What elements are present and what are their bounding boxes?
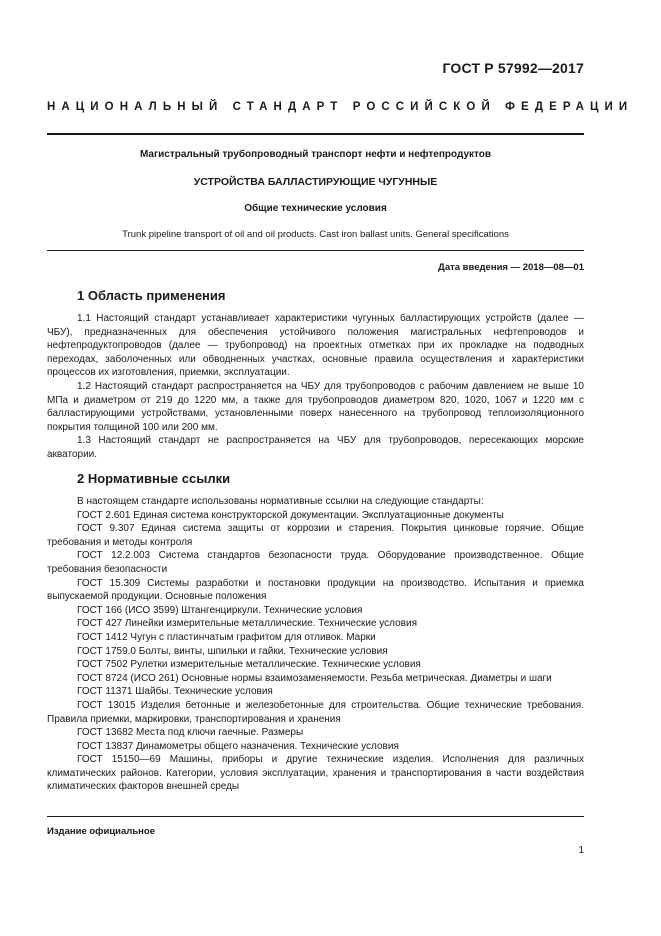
reference-item: ГОСТ 1412 Чугун с пластинчатым графитом для отливок. Марки: [77, 631, 376, 643]
reference-item: ГОСТ 8724 (ИСО 261) Основные нормы взаимозаменяемости. Резьба метрическая. Диаметры и шаги: [77, 672, 552, 684]
paragraph: 1.2 Настоящий стандарт распространяется на ЧБУ для трубопроводов с рабочим давлением не выше 10 МПа и диаметром от 219 до 1220 мм, а также для трубопроводов диаметром 820, 1020, 1067 и 1220 мм с балластирующими устройствами, установленными поверх нанесенного на трубопровод теплоизоляционного покрытия толщиной 100 или 200 мм.: [47, 380, 584, 433]
effective-date: Дата введения — 2018—08—01: [438, 262, 584, 273]
reference-item: ГОСТ 12.2.003 Система стандартов безопасности труда. Оборудование производственное. Общие требования безопасности: [47, 550, 584, 575]
reference-item: ГОСТ 1759.0 Болты, винты, шпильки и гайки. Технические условия: [77, 645, 388, 657]
section-2-heading: 2 Нормативные ссылки: [77, 471, 231, 486]
reference-item: ГОСТ 2.601 Единая система конструкторской документации. Эксплуатационные документы: [77, 509, 504, 521]
reference-item: ГОСТ 15150—69 Машины, приборы и другие технические изделия. Исполнения для различных климатических районов. Категории, условия эксплуатации, хранения и транспортирования в части воздействия климатических факторов внешней среды: [47, 754, 584, 793]
title-line-1: Магистральный трубопроводный транспорт нефти и нефтепродуктов: [139, 149, 492, 160]
title-divider: [47, 250, 584, 251]
header-divider: [47, 133, 584, 135]
reference-item: ГОСТ 166 (ИСО 3599) Штангенциркули. Технические условия: [77, 604, 363, 616]
section-2-body: [47, 495, 584, 794]
national-standard-banner: НАЦИОНАЛЬНЫЙ СТАНДАРТ РОССИЙСКОЙ ФЕДЕРАЦИИ: [47, 101, 634, 113]
footer-divider: [47, 816, 584, 817]
paragraph: 1.1 Настоящий стандарт устанавливает характеристики чугунных балластирующих устройств (далее — ЧБУ), предназначенных для обеспечения устойчивого положения магистральных нефтепроводов и нефтепродуктопроводов (далее — трубопровод) на проектных отметках при их прокладке на подводных переходах, заболоченных или обводненных участках, основные правила осуществления и характеристики процессов их изготовления, приемки, эксплуатации.: [47, 313, 584, 379]
paragraph: В настоящем стандарте использованы нормативные ссылки на следующие стандарты:: [77, 496, 484, 507]
page-number: 1: [578, 845, 584, 856]
reference-item: ГОСТ 13015 Изделия бетонные и железобетонные для строительства. Общие технические требования. Правила приемки, маркировки, транспортирования и хранения: [47, 699, 584, 725]
section-1-body: [47, 312, 584, 462]
reference-item: ГОСТ 15.309 Системы разработки и постановки продукции на производство. Испытания и приемка выпускаемой продукции. Основные положения: [47, 577, 584, 603]
paragraph: 1.3 Настоящий стандарт не распространяется на ЧБУ для трубопроводов, пересекающих морские акватории.: [47, 435, 584, 460]
title-line-2: УСТРОЙСТВА БАЛЛАСТИРУЮЩИЕ ЧУГУННЫЕ: [193, 176, 438, 188]
reference-item: ГОСТ 9.307 Единая система защиты от коррозии и старения. Покрытия цинковые горячие. Общие требования и методы контроля: [47, 523, 584, 548]
reference-item: ГОСТ 13837 Динамометры общего назначения. Технические условия: [77, 740, 399, 752]
reference-item: ГОСТ 427 Линейки измерительные металлические. Технические условия: [77, 618, 417, 630]
title-line-3: Общие технические условия: [244, 203, 387, 214]
section-1-heading: 1 Область применения: [77, 288, 226, 303]
standard-id: ГОСТ Р 57992—2017: [442, 60, 584, 76]
english-title: Trunk pipeline transport of oil and oil products. Cast iron ballast units. General specifications: [122, 229, 509, 240]
reference-item: ГОСТ 7502 Рулетки измерительные металлические. Технические условия: [77, 659, 421, 671]
reference-item: ГОСТ 11371 Шайбы. Технические условия: [77, 686, 273, 698]
reference-item: ГОСТ 13682 Места под ключи гаечные. Размеры: [77, 727, 304, 739]
edition-label: Издание официальное: [47, 826, 155, 837]
